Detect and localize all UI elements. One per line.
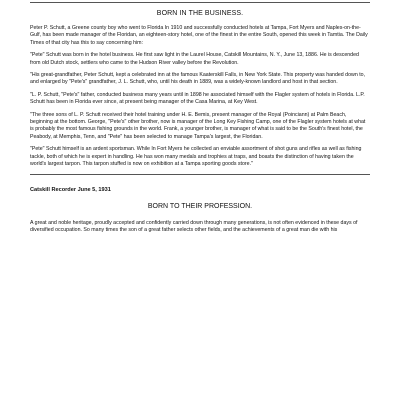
article-paragraph: A great and noble heritage, proudly accepted and confidently carried down through many generations, is not often evidenced in these days of diversified occupation. So many times the son of a great father selects other fields, and the achievements of a great man die with his [30, 219, 358, 233]
section-divider [30, 174, 370, 175]
article-paragraph: Peter P. Schutt, a Greene county boy who went to Florida In 1910 and successfully conducted hotels at Tampa, Fort Myers and Naples-on-the-Gulf, has been made manager of the Floridan, an eighteen-story hotel, one of the finest in the entire South, opened this week in Tamtia. The Daily Times of that city has this to say concerning him: [30, 25, 368, 46]
article-title: BORN IN THE BUSINESS. [156, 10, 244, 17]
article-paragraph: "Pete" Schutt himself is an ardent sportsman. While In Fort Myers he collected an enviable assortment of shot guns and rifles as well as fishing tackle, both of which he is expert in handling. He has won many medals and trophies at traps, and boasts the distinction of having taken the world's largest tarpon. This tarpon stuffed is now on exhibition at a Tampa sporting goods store." [30, 146, 362, 168]
article-paragraph: "L. P. Schutt, "Pete's" father, conducted business many years until in 1898 he associated himself with the Flagler system of hotels in Florida. L.P. Schutt has been in Florida ever since, at present being manager of the Casa Marina, at Key West. [30, 91, 365, 106]
article-paragraph: "Pete" Schutt was born in the hotel business. He first saw light in the Laurel House, Catskill Mountains, N. Y., June 13, 1886. He is descended from old Dutch stock, settlers who came to the Hudson River valley before the Revolution. [30, 52, 359, 66]
article-paragraph: "The three sons of L. P. Schutt received their hotel training under H. E. Bemis, present manager of the Royal (Poinciann) at Palm Beach, beginning at the bottom. George, "Pete's" other brother, now is manager of the Long Key Fishing Camp, one of the Flagler system hotels at what is probably the most famous fishing grounds in the world. Frank, a younger brother, is manager of what is said to be the South's finest hotel, the Peabody, at Memphis, Tenn, and "Pete" has been selected to manage Tampa's largest, the Floridan. [30, 111, 366, 140]
document-page [0, 2, 400, 402]
source-citation: Catskill Recorder June 5, 1931 [30, 186, 111, 193]
article-paragraph: "His great-grandfather, Peter Schutt, kept a celebrated inn at the famous Kaaterskill Falls, in New York State. This property was handed down to, and enlarged by "Pete's" grandfather, J. L. Schutt, who, until his death in 1889, was a widely-known landlord and host in that section. [30, 72, 366, 86]
article-title: BORN TO THEIR PROFESSION. [147, 202, 253, 210]
top-rule [30, 2, 370, 3]
